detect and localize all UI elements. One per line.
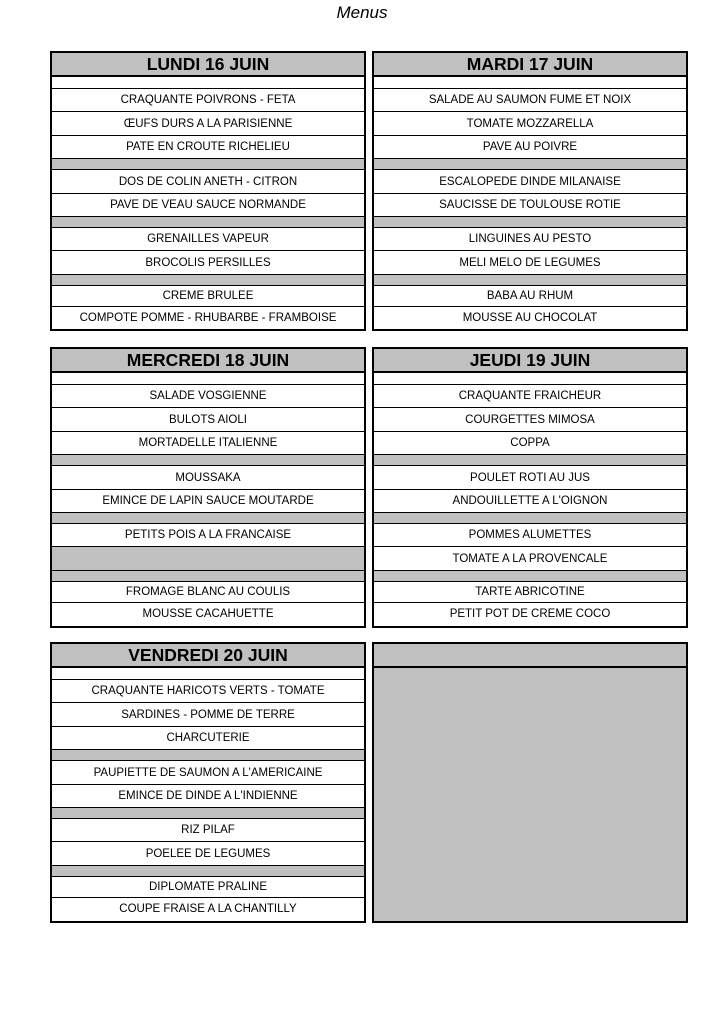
course-separator (52, 808, 364, 819)
dish-plats: POULET ROTI AU JUS (374, 466, 686, 490)
dish-entrees: CHARCUTERIE (52, 727, 364, 750)
day-header-lundi: LUNDI 16 JUIN (52, 53, 364, 77)
dish-plats: ESCALOPEDE DINDE MILANAISE (374, 170, 686, 194)
spacer-row (52, 668, 364, 680)
dish-plats: MOUSSAKA (52, 466, 364, 490)
menu-block-empty (372, 642, 688, 923)
day-header-jeudi: JEUDI 19 JUIN (374, 349, 686, 373)
dish-entrees: PATE EN CROUTE RICHELIEU (52, 136, 364, 159)
dish-plats: DOS DE COLIN ANETH - CITRON (52, 170, 364, 194)
course-separator (52, 513, 364, 524)
dish-accompagnements: GRENAILLES VAPEUR (52, 228, 364, 251)
dish-accompagnements: BROCOLIS PERSILLES (52, 251, 364, 275)
menu-block-lundi (50, 51, 366, 331)
course-separator (374, 275, 686, 286)
course-separator (374, 571, 686, 582)
dish-accompagnements: PETITS POIS A LA FRANCAISE (52, 524, 364, 547)
dish-plats: EMINCE DE DINDE A L'INDIENNE (52, 785, 364, 808)
dish-entrees: TOMATE MOZZARELLA (374, 112, 686, 136)
menu-block-jeudi (372, 347, 688, 628)
spacer-row (374, 373, 686, 385)
dish-plats: ANDOUILLETTE A L'OIGNON (374, 490, 686, 513)
course-separator (52, 750, 364, 761)
spacer-row (52, 373, 364, 385)
spacer-row (374, 77, 686, 89)
course-separator (52, 159, 364, 170)
dish-plats: SAUCISSE DE TOULOUSE ROTIE (374, 194, 686, 217)
day-header-mercredi: MERCREDI 18 JUIN (52, 349, 364, 373)
empty-header (374, 644, 686, 668)
course-separator (374, 513, 686, 524)
menu-block-mardi (372, 51, 688, 331)
dish-desserts: BABA AU RHUM (374, 286, 686, 307)
empty-dish-cell (52, 547, 364, 571)
course-separator (374, 455, 686, 466)
dish-accompagnements: POMMES ALUMETTES (374, 524, 686, 547)
dish-accompagnements: MELI MELO DE LEGUMES (374, 251, 686, 275)
dish-accompagnements: POELEE DE LEGUMES (52, 842, 364, 866)
course-separator (52, 571, 364, 582)
dish-accompagnements: TOMATE A LA PROVENCALE (374, 547, 686, 571)
dish-entrees: COPPA (374, 432, 686, 455)
dish-desserts: PETIT POT DE CREME COCO (449, 608, 611, 620)
dish-entrees: PAVE AU POIVRE (374, 136, 686, 159)
dish-plats: PAVE DE VEAU SAUCE NORMANDE (52, 194, 364, 217)
page-title: Menus (336, 3, 388, 22)
dish-entrees: SALADE AU SAUMON FUME ET NOIX (374, 89, 686, 112)
dish-desserts: DIPLOMATE PRALINE (52, 877, 364, 898)
dish-entrees: CRAQUANTE FRAICHEUR (374, 385, 686, 408)
dish-entrees: CRAQUANTE POIVRONS - FETA (52, 89, 364, 112)
dish-desserts: MOUSSE CACAHUETTE (142, 608, 274, 620)
dish-entrees: SARDINES - POMME DE TERRE (52, 703, 364, 727)
dish-accompagnements: RIZ PILAF (52, 819, 364, 842)
dish-desserts: COUPE FRAISE A LA CHANTILLY (119, 903, 297, 915)
course-separator (52, 866, 364, 877)
dish-desserts: CREME BRULEE (52, 286, 364, 307)
dish-entrees: ŒUFS DURS A LA PARISIENNE (52, 112, 364, 136)
course-separator (52, 217, 364, 228)
dish-entrees: CRAQUANTE HARICOTS VERTS - TOMATE (52, 680, 364, 703)
day-header-vendredi: VENDREDI 20 JUIN (52, 644, 364, 668)
dish-accompagnements: LINGUINES AU PESTO (374, 228, 686, 251)
menu-block-vendredi (50, 642, 366, 923)
menu-block-mercredi (50, 347, 366, 628)
course-separator (374, 159, 686, 170)
course-separator (374, 217, 686, 228)
course-separator (52, 275, 364, 286)
dish-entrees: BULOTS AIOLI (52, 408, 364, 432)
dish-desserts: TARTE ABRICOTINE (374, 582, 686, 603)
dish-desserts: MOUSSE AU CHOCOLAT (462, 312, 598, 324)
course-separator (52, 455, 364, 466)
dish-desserts: COMPOTE POMME - RHUBARBE - FRAMBOISE (79, 312, 337, 324)
spacer-row (52, 77, 364, 89)
dish-plats: PAUPIETTE DE SAUMON A L'AMERICAINE (52, 761, 364, 785)
day-header-mardi: MARDI 17 JUIN (374, 53, 686, 77)
dish-entrees: SALADE VOSGIENNE (52, 385, 364, 408)
dish-entrees: MORTADELLE ITALIENNE (52, 432, 364, 455)
dish-desserts: FROMAGE BLANC AU COULIS (52, 582, 364, 603)
dish-entrees: COURGETTES MIMOSA (374, 408, 686, 432)
dish-plats: EMINCE DE LAPIN SAUCE MOUTARDE (52, 490, 364, 513)
